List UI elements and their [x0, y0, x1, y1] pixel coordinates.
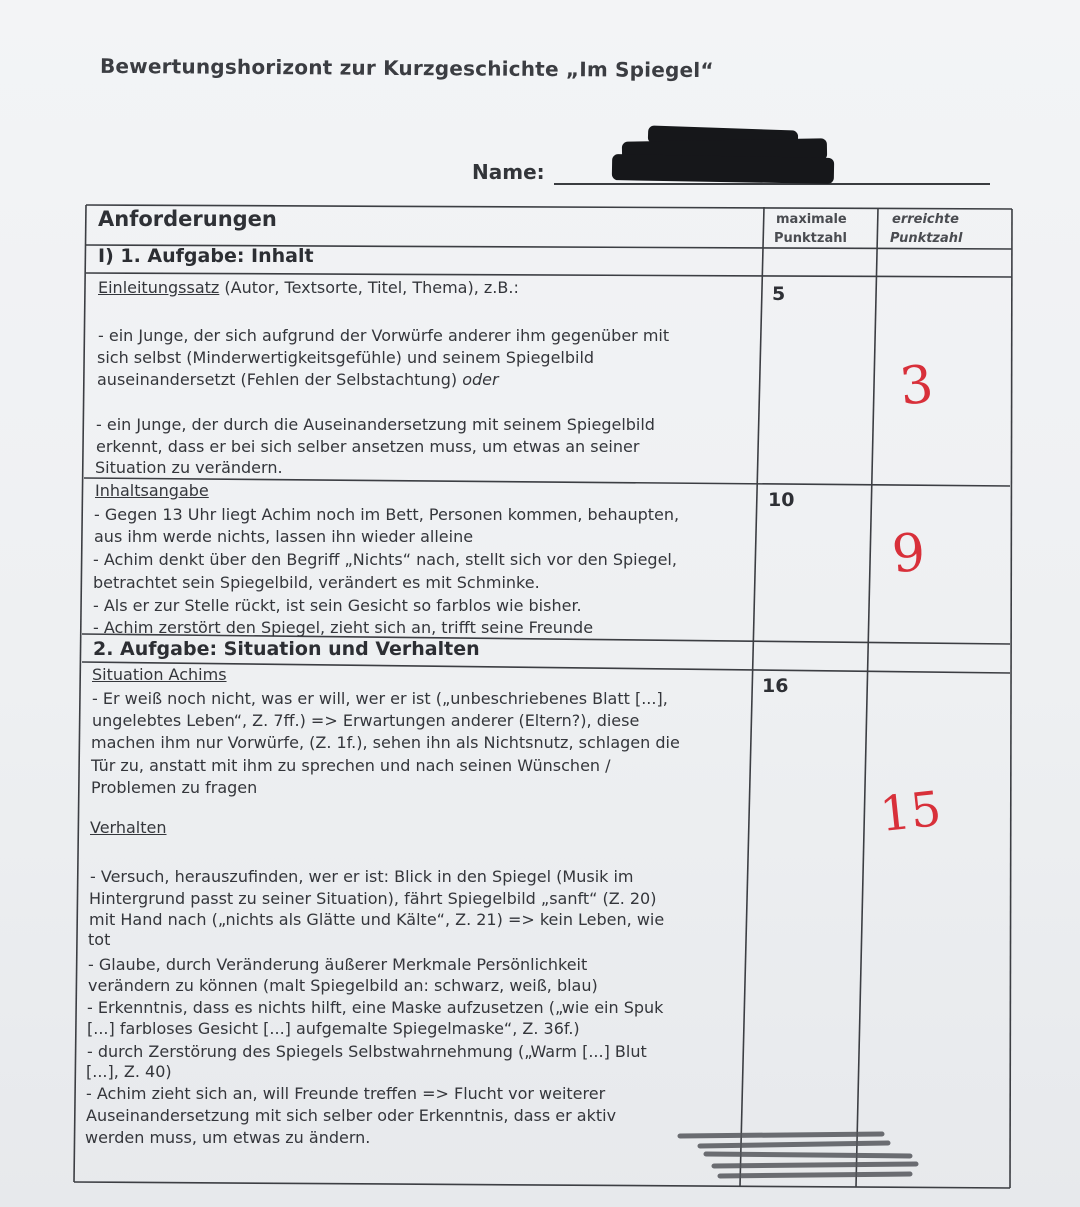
section2-heading: 2. Aufgabe: Situation und Verhalten	[93, 638, 480, 660]
intro-heading-line	[98, 277, 519, 298]
intro-achieved-points: 3	[896, 354, 937, 418]
intro-line-a3	[97, 369, 499, 390]
intro-heading-suffix: (Autor, Textsorte, Titel, Thema), z.B.:	[219, 278, 519, 297]
situation-line-5: Problemen zu fragen	[91, 778, 258, 797]
section2-achieved-points: 15	[877, 780, 944, 844]
behavior-line-3: mit Hand nach („nichts als Glätte und Kälte“, Z. 21) => kein Leben, wie	[89, 910, 665, 929]
behavior-line-8: [...] farbloses Gesicht [...] aufgemalte Spiegelmaske“, Z. 36f.)	[87, 1019, 580, 1038]
header-max-line1: maximale	[776, 212, 847, 227]
redacted-scribble	[670, 1124, 930, 1186]
header-achieved-line1: erreichte	[892, 212, 959, 227]
summary-heading: Inhaltsangabe	[95, 481, 209, 500]
behavior-line-13: werden muss, um etwas zu ändern.	[85, 1128, 371, 1147]
behavior-line-7: - Erkenntnis, dass es nichts hilft, eine Maske aufzusetzen („wie ein Spuk	[87, 998, 664, 1017]
intro-line-b3: Situation zu verändern.	[95, 458, 283, 477]
intro-line-a2: sich selbst (Minderwertigkeitsgefühle) und seinem Spiegelbild	[97, 348, 595, 367]
summary-line-5: - Als er zur Stelle rückt, ist sein Gesicht so farblos wie bisher.	[93, 596, 582, 615]
section2-max-points: 16	[762, 675, 789, 697]
behavior-line-1: - Versuch, herauszufinden, wer er ist: Blick in den Spiegel (Musik im	[90, 867, 634, 886]
situation-line-3: machen ihm nur Vorwürfe, (Z. 1f.), sehen ihn als Nichtsnutz, schlagen die	[91, 733, 680, 752]
intro-line-a1: - ein Junge, der sich aufgrund der Vorwürfe anderer ihm gegenüber mit	[98, 326, 670, 345]
section1-heading: I) 1. Aufgabe: Inhalt	[98, 245, 314, 267]
name-label: Name:	[472, 160, 545, 184]
behavior-line-10: [...], Z. 40)	[86, 1062, 172, 1081]
intro-line-b2: erkennt, dass er bei sich selber ansetzen muss, um etwas an seiner	[96, 437, 640, 456]
header-requirements: Anforderungen	[98, 207, 277, 231]
summary-max-points: 10	[768, 489, 795, 511]
behavior-line-9: - durch Zerstörung des Spiegels Selbstwahrnehmung („Warm [...] Blut	[87, 1042, 647, 1061]
summary-achieved-points: 9	[889, 522, 928, 586]
summary-line-6: - Achim zerstört den Spiegel, zieht sich an, trifft seine Freunde	[93, 618, 594, 637]
header-max-line2: Punktzahl	[774, 231, 847, 246]
situation-line-1: - Er weiß noch nicht, was er will, wer er ist („unbeschriebenes Blatt [...],	[92, 689, 668, 708]
summary-line-4: betrachtet sein Spiegelbild, verändert es mit Schminke.	[93, 573, 540, 592]
situation-line-2: ungelebtes Leben“, Z. 7ff.) => Erwartungen anderer (Eltern?), diese	[92, 711, 640, 730]
behavior-line-12: Auseinandersetzung mit sich selber oder Erkenntnis, dass er aktiv	[86, 1106, 617, 1125]
intro-heading: Einleitungssatz	[98, 278, 220, 297]
intro-oder: oder	[462, 370, 499, 389]
summary-line-2: aus ihm werde nichts, lassen ihn wieder alleine	[94, 527, 474, 546]
situation-line-4: Tür zu, anstatt mit ihm zu sprechen und nach seinen Wünschen /	[91, 756, 611, 775]
behavior-line-2: Hintergrund passt zu seiner Situation), fährt Spiegelbild „sanft“ (Z. 20)	[89, 889, 657, 908]
behavior-line-5: - Glaube, durch Veränderung äußerer Merkmale Persönlichkeit	[88, 955, 588, 974]
behavior-line-4: tot	[88, 930, 111, 949]
situation-heading: Situation Achims	[92, 665, 227, 684]
summary-line-1: - Gegen 13 Uhr liegt Achim noch im Bett, Personen kommen, behaupten,	[94, 505, 680, 524]
behavior-line-6: verändern zu können (malt Spiegelbild an: schwarz, weiß, blau)	[88, 976, 598, 995]
behavior-heading: Verhalten	[90, 818, 167, 837]
intro-max-points: 5	[772, 283, 786, 305]
summary-line-3: - Achim denkt über den Begriff „Nichts“ nach, stellt sich vor den Spiegel,	[93, 550, 677, 569]
header-achieved-line2: Punktzahl	[890, 231, 963, 246]
intro-line-b1: - ein Junge, der durch die Auseinandersetzung mit seinem Spiegelbild	[96, 415, 655, 434]
behavior-line-11: - Achim zieht sich an, will Freunde treffen => Flucht vor weiterer	[86, 1084, 606, 1103]
intro-line-a3-text: auseinandersetzt (Fehlen der Selbstachtung)	[97, 370, 458, 389]
document-title: Bewertungshorizont zur Kurzgeschichte „Im Spiegel“	[99, 53, 714, 83]
